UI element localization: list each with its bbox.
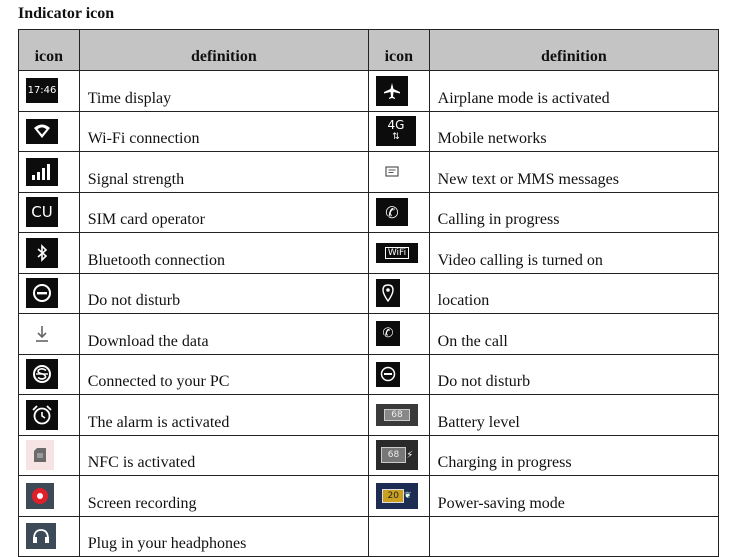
leaf-icon: ❦ <box>403 490 412 501</box>
definition-cell: Do not disturb <box>429 354 718 395</box>
header-icon-right: icon <box>368 30 429 71</box>
phone-icon: ✆ <box>376 198 408 226</box>
table-row <box>19 354 719 395</box>
table-row <box>19 516 719 557</box>
empty-definition-cell <box>429 516 718 557</box>
nfc-icon <box>26 440 54 470</box>
charging-level-label: 68 <box>381 447 406 463</box>
definition-cell: Signal strength <box>79 152 368 193</box>
definition-cell: On the call <box>429 314 718 355</box>
definition-cell: Power-saving mode <box>429 476 718 517</box>
definition-cell: Video calling is turned on <box>429 233 718 274</box>
table-row <box>19 152 719 193</box>
header-row <box>19 30 719 71</box>
header-icon-left: icon <box>19 30 80 71</box>
battery-level-label: 68 <box>384 409 409 421</box>
lightning-icon: ⚡ <box>406 449 414 461</box>
table-row <box>19 435 719 476</box>
definition-cell: Bluetooth connection <box>79 233 368 274</box>
headphones-icon <box>26 523 56 549</box>
definition-cell: Do not disturb <box>79 273 368 314</box>
table-row <box>19 111 719 152</box>
do-not-disturb-small-icon <box>376 362 400 387</box>
data-arrows-icon: ⇅ <box>392 132 400 143</box>
sim-operator-icon: CU <box>26 197 58 227</box>
power-saving-icon <box>376 483 418 509</box>
table-row <box>19 273 719 314</box>
wifi-icon <box>26 119 58 144</box>
header-definition-left: definition <box>79 30 368 71</box>
power-saving-level-label: 20 <box>382 489 403 503</box>
mobile-network-icon <box>376 116 416 146</box>
indicator-icon-table <box>18 29 719 557</box>
definition-cell: Charging in progress <box>429 435 718 476</box>
table-row <box>19 192 719 233</box>
download-icon <box>26 320 58 348</box>
definition-cell: Time display <box>79 71 368 112</box>
network-type-label: 4G <box>387 118 405 133</box>
location-icon <box>376 279 400 307</box>
definition-cell: Airplane mode is activated <box>429 71 718 112</box>
page-heading: Indicator icon <box>18 5 115 22</box>
charging-icon <box>376 440 418 470</box>
table-row <box>19 395 719 436</box>
definition-cell: Connected to your PC <box>79 354 368 395</box>
definition-cell: SIM card operator <box>79 192 368 233</box>
definition-cell: Plug in your headphones <box>79 516 368 557</box>
video-call-icon <box>376 243 418 263</box>
header-definition-right: definition <box>429 30 718 71</box>
definition-cell: Calling in progress <box>429 192 718 233</box>
battery-icon <box>376 404 418 426</box>
alarm-icon <box>26 400 58 430</box>
on-call-icon: ✆ <box>376 321 400 346</box>
definition-cell: New text or MMS messages <box>429 152 718 193</box>
pc-connection-icon <box>26 359 58 389</box>
definition-cell: Screen recording <box>79 476 368 517</box>
definition-cell: Mobile networks <box>429 111 718 152</box>
do-not-disturb-icon <box>26 278 58 308</box>
screen-recording-icon <box>26 483 54 509</box>
message-icon <box>376 159 408 184</box>
table-row <box>19 476 719 517</box>
bluetooth-icon <box>26 238 58 268</box>
table-row <box>19 233 719 274</box>
table-row <box>19 71 719 112</box>
definition-cell: Battery level <box>429 395 718 436</box>
signal-strength-icon <box>26 158 58 186</box>
airplane-icon <box>376 76 408 106</box>
table-row <box>19 314 719 355</box>
definition-cell: The alarm is activated <box>79 395 368 436</box>
time-display-icon: 17:46 <box>26 78 58 103</box>
definition-cell: Wi-Fi connection <box>79 111 368 152</box>
definition-cell: Download the data <box>79 314 368 355</box>
definition-cell: location <box>429 273 718 314</box>
video-call-label: WiFi <box>385 247 409 259</box>
empty-icon-cell <box>368 516 429 557</box>
definition-cell: NFC is activated <box>79 435 368 476</box>
